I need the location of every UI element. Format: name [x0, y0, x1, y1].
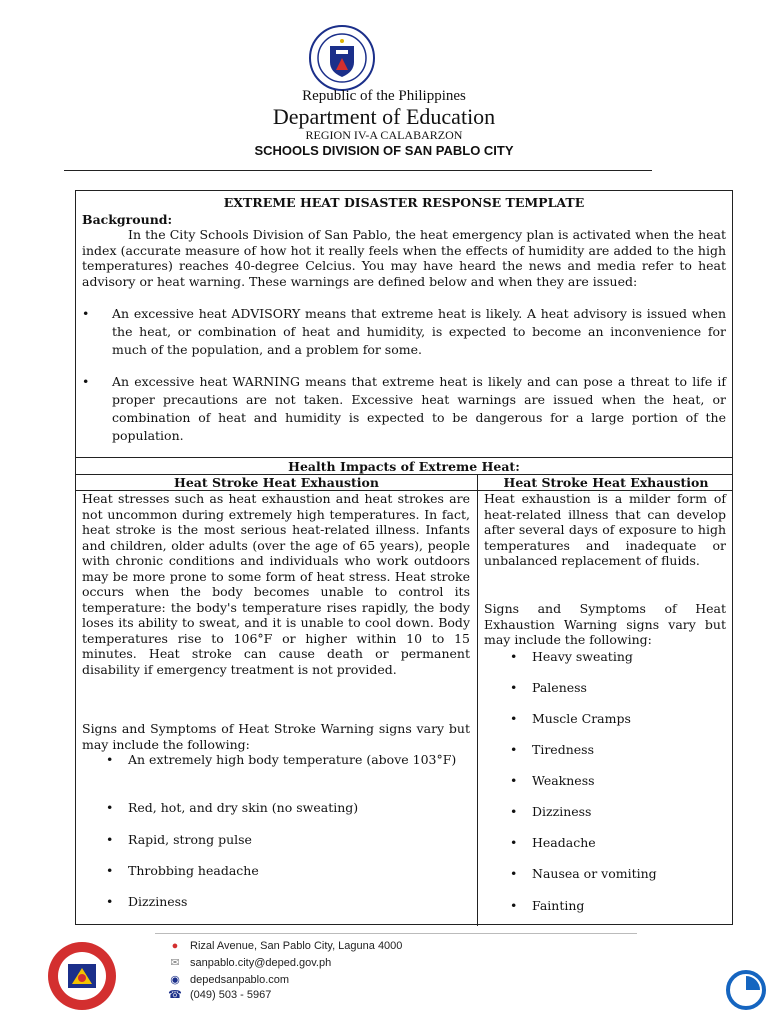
certification-logo [726, 970, 766, 1010]
bullet-icon: • [510, 711, 518, 726]
bullet-icon: • [510, 804, 518, 819]
background-text: In the City Schools Division of San Pablo, the heat emergency plan is activated when the heat index (accurate measure of how hot it really feels when the effects of humidity are added to the high temperatures) reaches 40-degree Celcius. You may have heard the news and media refer to heat advisory or heat warning. These warnings are defined below and when they are issued: [82, 227, 726, 289]
header-republic: Republic of the Philippines [302, 88, 466, 104]
heat-stroke-signs-intro: Signs and Symptoms of Heat Stroke Warning signs vary but may include the following: [82, 721, 470, 752]
list-item: • Paleness [510, 680, 587, 695]
left-column-heading: Heat Stroke Heat Exhaustion [174, 475, 379, 490]
footer-website[interactable]: ◉ depedsanpablo.com [168, 973, 289, 986]
bullet-icon: • [106, 863, 114, 878]
footer-divider [155, 933, 637, 934]
list-item: • Throbbing headache [106, 863, 259, 878]
list-item: • Tiredness [510, 742, 594, 757]
footer-phone: ☎ (049) 503 - 5967 [168, 989, 272, 1001]
bullet-icon: • [510, 898, 518, 913]
header-region: REGION IV-A CALABARZON [305, 128, 463, 142]
footer-email[interactable]: ✉ sanpablo.city@deped.gov.ph [168, 956, 331, 969]
table-divider [76, 457, 732, 458]
deped-seal-logo [308, 24, 376, 92]
warning-bullet [82, 373, 726, 445]
bullet-icon: • [510, 680, 518, 695]
heat-exhaustion-signs-intro: Signs and Symptoms of Heat Exhaustion Warning signs vary but may include the following: [484, 601, 726, 647]
division-seal-logo [46, 940, 118, 1012]
list-item: • Nausea or vomiting [510, 866, 657, 881]
list-item: • Weakness [510, 773, 595, 788]
list-item: • Heavy sweating [510, 649, 633, 664]
bullet-icon: • [106, 800, 114, 815]
heat-stroke-paragraph: Heat stresses such as heat exhaustion and heat strokes are not uncommon during extremely high temperatures. In fact, heat stroke is the most serious heat-related illness. Infants and children, older adults (over the age of 65 years), people with chronic conditions and individuals who work outdoors may be more prone to some form of heat stress. Heat stroke occurs when the body becomes unable to control its temperature: the body's temperature rises rapidly, the body loses its ability to sweat, and it is unable to cool down. Body temperatures rise to 106°F or higher within 10 to 15 minutes. Heat stroke can cause death or permanent disability if emergency treatment is not provided. [82, 491, 470, 677]
bullet-icon: • [510, 866, 518, 881]
document-title: EXTREME HEAT DISASTER RESPONSE TEMPLATE [223, 195, 585, 210]
header-divider [64, 170, 652, 171]
phone-icon: ☎ [168, 989, 182, 1001]
bullet-icon: • [82, 374, 90, 389]
advisory-text: An excessive heat ADVISORY means that extreme heat is likely. A heat advisory is issued when the heat, or combination of heat and humidity, is expected to become an inconvenience for much of the population, and a problem for some. [112, 306, 726, 357]
footer-address: ● Rizal Avenue, San Pablo City, Laguna 4000 [168, 940, 402, 952]
globe-icon: ◉ [170, 974, 180, 986]
list-item: • Red, hot, and dry skin (no sweating) [106, 800, 359, 815]
list-item: • Headache [510, 835, 596, 850]
location-pin-icon: ● [171, 940, 179, 952]
header-department: Department of Education [272, 104, 496, 129]
bullet-icon: • [510, 649, 518, 664]
warning-text: An excessive heat WARNING means that extreme heat is likely and can pose a threat to life if proper precautions are not taken. Excessive heat warnings are issued when the heat, or combination of heat and humidity is expected to be dangerous for a large portion of the population. [112, 374, 726, 443]
advisory-bullet [82, 305, 726, 359]
bullet-icon: • [82, 306, 90, 321]
document-box [75, 190, 733, 925]
list-item: • An extremely high body temperature (above 103°F) [106, 752, 457, 767]
column-divider [477, 474, 478, 926]
list-item: • Dizziness [106, 894, 188, 909]
right-column-heading: Heat Stroke Heat Exhaustion [503, 475, 709, 490]
list-item: • Dizziness [510, 804, 592, 819]
list-item: • Rapid, strong pulse [106, 832, 252, 847]
bullet-icon: • [510, 835, 518, 850]
list-item: • Fainting [510, 898, 585, 913]
header-division: SCHOOLS DIVISION OF SAN PABLO CITY [254, 143, 514, 158]
impacts-title: Health Impacts of Extreme Heat: [288, 459, 520, 474]
bullet-icon: • [106, 894, 114, 909]
bullet-icon: • [106, 752, 114, 767]
heat-exhaustion-paragraph: Heat exhaustion is a milder form of heat-related illness that can develop after several days of exposure to high temperatures and inadequate or unbalanced replacement of fluids. [484, 491, 726, 568]
email-icon: ✉ [170, 957, 180, 969]
bullet-icon: • [106, 832, 114, 847]
bullet-icon: • [510, 742, 518, 757]
bullet-icon: • [510, 773, 518, 788]
list-item: • Muscle Cramps [510, 711, 631, 726]
background-label: Background: [82, 212, 173, 227]
